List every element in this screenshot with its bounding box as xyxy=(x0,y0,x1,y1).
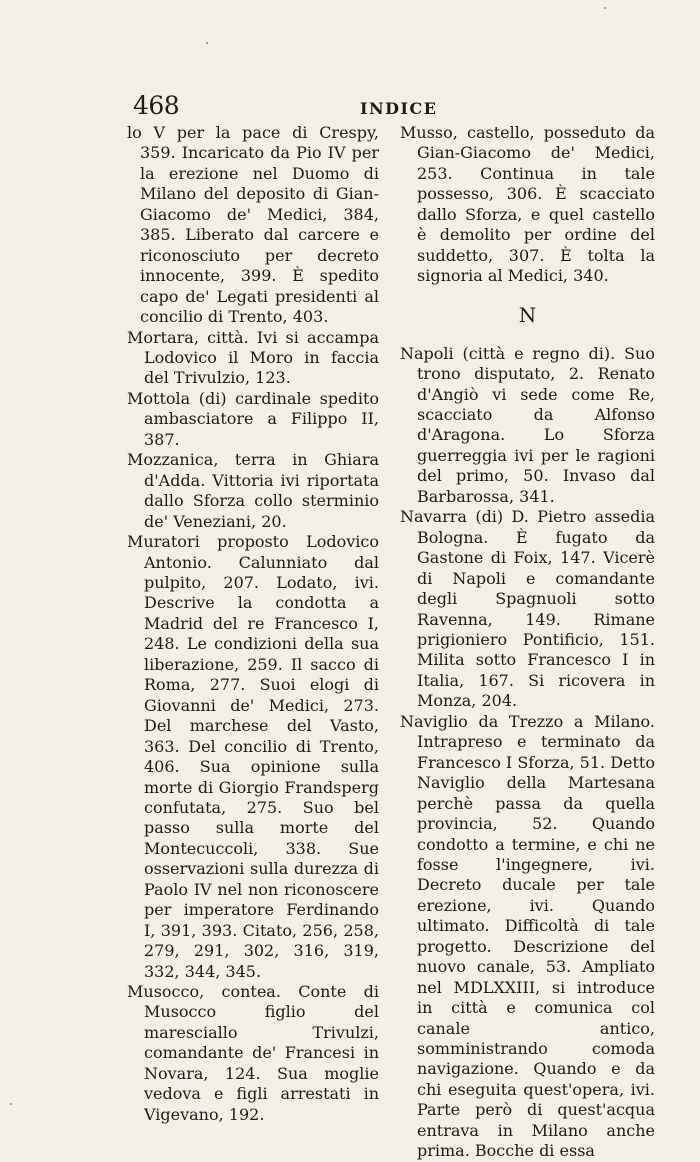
index-entry: Mottola (di) cardinale spedito ambasciatore a Filippo II, 387. xyxy=(127,388,379,449)
index-entry: Mozzanica, terra in Ghiara d'Adda. Vittoria ivi riportata dallo Sforza collo sterminio de' Veneziani, 20. xyxy=(127,450,379,531)
paper-speck xyxy=(604,7,606,9)
index-entry: Muratori proposto Lodovico Antonio. Calunniato dal pulpito, 207. Lodato, ivi. Descrive la condotta a Madrid del re Francesco I, 248. Le condizioni della sua liberazione, 259. Il sacco di Roma, 277. Suoi elogi di Giovanni de' Medici, 273. Del marchese del Vasto, 363. Del concilio di Trento, 406. Sua opinione sulla morte di Giorgio Frandsperg confutata, 275. Suo bel passo sulla morte del Montecuccoli, 338. Sue osservazioni sulla durezza di Paolo IV nel non riconoscere per imperatore Ferdinando I, 391, 393. Citato, 256, 258, 279, 291, 302, 316, 319, 332, 344, 345. xyxy=(127,532,379,981)
index-entry: Musso, castello, posseduto da Gian-Giacomo de' Medici, 253. Continua in tale possesso, 306. È scacciato dallo Sforza, e quel castello è demolito per ordine del suddetto, 307. È tolta la signoria al Medici, 340. xyxy=(400,123,655,286)
running-head: INDICE xyxy=(360,99,438,118)
index-entry: Napoli (città e regno di). Suo trono disputato, 2. Renato d'Angiò vi sede come Re, scacciato da Alfonso d'Aragona. Lo Sforza guerreggia ivi per le ragioni del primo, 50. Invaso dal Barbarossa, 341. xyxy=(400,343,655,506)
paper-speck xyxy=(206,42,208,44)
section-letter-heading: N xyxy=(518,302,537,327)
index-entry: Naviglio da Trezzo a Milano. Intrapreso e terminato da Francesco I Sforza, 51. Detto Naviglio della Martesana perchè passa da quella provincia, 52. Quando condotto a termine, e chi ne fosse l'ingegnere, ivi. Decreto ducale per tale erezione, ivi. Quando ultimato. Difficoltà di tale progetto. Descrizione del nuovo canale, 53. Ampliato nel MDLXXIII, si introduce in città e comunica col canale antico, somministrando comoda navigazione. Quando e da chi eseguita quest'opera, ivi. Parte però di quest'acqua entrava in Milano anche prima. Bocche di essa xyxy=(400,711,655,1161)
index-entry: Navarra (di) D. Pietro assedia Bologna. È fugato da Gastone di Foix, 147. Vicerè di Napoli e comandante degli Spagnuoli sotto Ravenna, 149. Rimane prigioniero Pontificio, 151. Milita sotto Francesco I in Italia, 167. Si ricovera in Monza, 204. xyxy=(400,507,655,711)
index-entry: Mortara, città. Ivi si accampa Lodovico il Moro in faccia del Trivulzio, 123. xyxy=(127,327,379,388)
page-number: 468 xyxy=(133,91,180,120)
right-column xyxy=(400,123,655,1162)
index-entry: Musocco, contea. Conte di Musocco figlio del maresciallo Trivulzi, comandante de' Francesi in Novara, 124. Sua moglie vedova e figli arrestati in Vigevano, 192. xyxy=(127,982,379,1124)
index-entry-continued: lo V per la pace di Crespy, 359. Incaricato da Pio IV per la erezione nel Duomo di Milano del deposito di Gian-Giacomo de' Medici, 384, 385. Liberato dal carcere e riconosciuto per decreto innocente, 399. È spedito capo de' Legati presidenti al concilio di Trento, 403. xyxy=(127,123,379,327)
paper-speck xyxy=(10,1103,12,1105)
left-column xyxy=(127,123,379,1125)
